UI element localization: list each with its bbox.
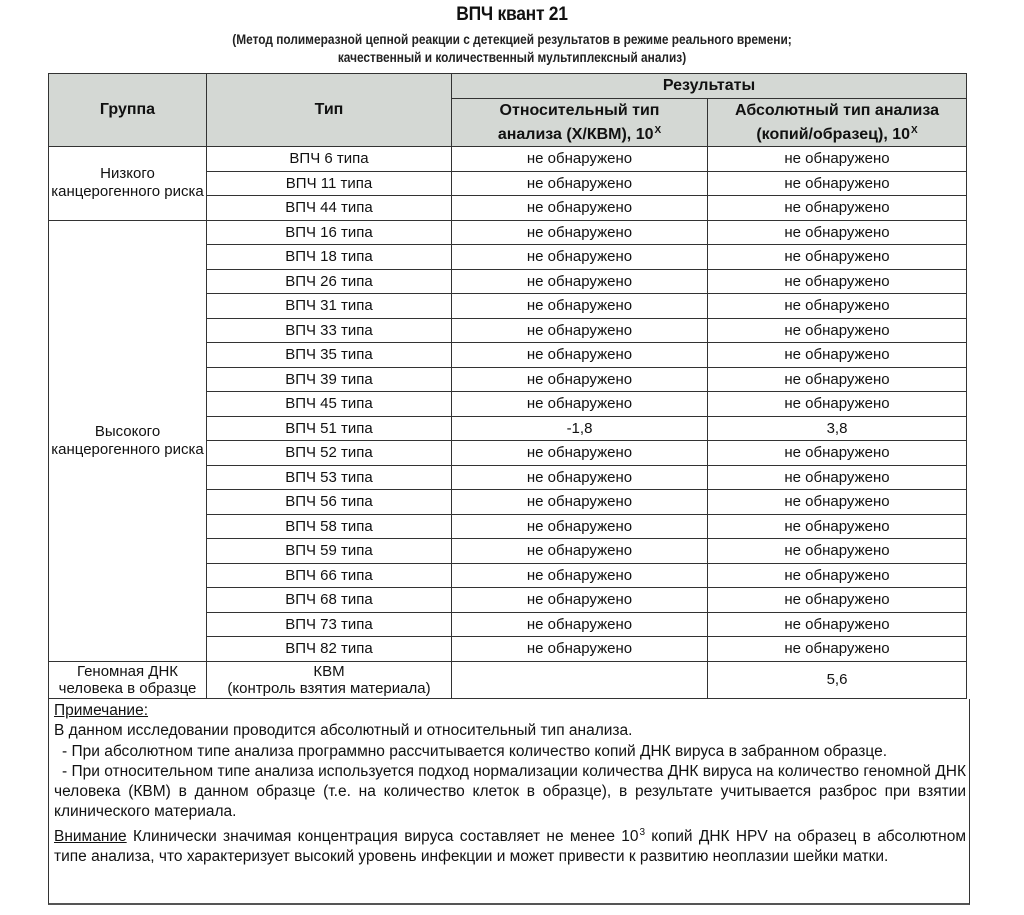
table-row xyxy=(49,147,967,172)
table-row-kvm xyxy=(49,661,967,698)
type-cell: ВПЧ 45 типа xyxy=(207,392,452,417)
absolute-result-cell: не обнаружено xyxy=(708,539,967,564)
note-paragraph-1: В данном исследовании проводится абсолютный и относительный тип анализа. xyxy=(54,722,633,740)
relative-result-cell: не обнаружено xyxy=(452,367,708,392)
results-table xyxy=(48,73,967,699)
absolute-result-cell: не обнаружено xyxy=(708,490,967,515)
relative-result-cell: не обнаружено xyxy=(452,220,708,245)
absolute-result-cell: не обнаружено xyxy=(708,612,967,637)
type-cell: ВПЧ 39 типа xyxy=(207,367,452,392)
header-absolute xyxy=(708,99,967,147)
subtitle-line-2: качественный и количественный мультиплексный анализ) xyxy=(337,50,687,65)
type-cell: ВПЧ 82 типа xyxy=(207,637,452,662)
type-cell: ВПЧ 33 типа xyxy=(207,318,452,343)
absolute-result-cell: не обнаружено xyxy=(708,367,967,392)
note-warning-post: копий ДНК HPV на образец в абсолютном типе анализа, что характеризует высокий уровень инфекции и может привести к развитию неоплазии шейки матки. xyxy=(54,827,966,866)
relative-result-cell: не обнаружено xyxy=(452,318,708,343)
absolute-result-cell: не обнаружено xyxy=(708,343,967,368)
kvm-relative-cell xyxy=(452,661,708,698)
absolute-result-cell: не обнаружено xyxy=(708,294,967,319)
relative-result-cell: не обнаружено xyxy=(452,490,708,515)
relative-result-cell: не обнаружено xyxy=(452,392,708,417)
note-warning-label: Внимание xyxy=(54,827,127,845)
header-results: Результаты xyxy=(452,74,967,99)
header-relative-line1: Относительный тип xyxy=(499,101,660,119)
document-subtitle xyxy=(61,31,962,67)
type-cell: ВПЧ 52 типа xyxy=(207,441,452,466)
absolute-result-cell: не обнаружено xyxy=(708,318,967,343)
absolute-result-cell: 3,8 xyxy=(708,416,967,441)
header-type: Тип xyxy=(207,74,452,147)
absolute-result-cell: не обнаружено xyxy=(708,392,967,417)
kvm-absolute-cell: 5,6 xyxy=(708,661,967,698)
absolute-result-cell: не обнаружено xyxy=(708,588,967,613)
type-cell: ВПЧ 73 типа xyxy=(207,612,452,637)
type-cell: ВПЧ 11 типа xyxy=(207,171,452,196)
absolute-result-cell: не обнаружено xyxy=(708,514,967,539)
relative-result-cell: не обнаружено xyxy=(452,465,708,490)
type-cell: ВПЧ 16 типа xyxy=(207,220,452,245)
type-cell: ВПЧ 51 типа xyxy=(207,416,452,441)
note-warning-sup: 3 xyxy=(639,826,646,838)
relative-result-cell: не обнаружено xyxy=(452,269,708,294)
relative-result-cell: не обнаружено xyxy=(452,637,708,662)
relative-result-cell: не обнаружено xyxy=(452,612,708,637)
table-row xyxy=(49,220,967,245)
header-group: Группа xyxy=(49,74,207,147)
absolute-result-cell: не обнаружено xyxy=(708,245,967,270)
relative-result-cell: не обнаружено xyxy=(452,441,708,466)
type-cell: ВПЧ 18 типа xyxy=(207,245,452,270)
kvm-type-cell xyxy=(207,661,452,698)
document-title: ВПЧ квант 21 xyxy=(456,4,568,25)
note-paragraph-3: - При относительном типе анализа используется подход нормализации количества ДНК вируса на количество геномной ДНК человека (КВМ) в данном образце (т.е. на количество клеток в образце), в результате учитывается разброс при взятии клинического материала. xyxy=(54,762,966,821)
kvm-type-line2: (контроль взятия материала) xyxy=(227,679,431,697)
relative-result-cell: не обнаружено xyxy=(452,588,708,613)
relative-result-cell: не обнаружено xyxy=(452,343,708,368)
subtitle-line-1: (Метод полимеразной цепной реакции с детекцией результатов в режиме реального времени; xyxy=(232,32,792,47)
header-absolute-line2: (копий/образец), 10 xyxy=(756,125,911,143)
note-paragraph-2: - При абсолютном типе анализа программно рассчитывается количество копий ДНК вируса в забранном образце. xyxy=(62,742,888,760)
absolute-result-cell: не обнаружено xyxy=(708,637,967,662)
type-cell: ВПЧ 56 типа xyxy=(207,490,452,515)
absolute-result-cell: не обнаружено xyxy=(708,220,967,245)
note-box xyxy=(48,699,970,905)
type-cell: ВПЧ 26 типа xyxy=(207,269,452,294)
header-relative xyxy=(452,99,708,147)
relative-result-cell: не обнаружено xyxy=(452,514,708,539)
type-cell: ВПЧ 35 типа xyxy=(207,343,452,368)
relative-result-cell: не обнаружено xyxy=(452,563,708,588)
absolute-result-cell: не обнаружено xyxy=(708,441,967,466)
note-heading: Примечание: xyxy=(54,702,149,719)
relative-result-cell: -1,8 xyxy=(452,416,708,441)
absolute-result-cell: не обнаружено xyxy=(708,269,967,294)
group-kvm: Геномная ДНК человека в образце xyxy=(49,661,207,698)
type-cell: ВПЧ 53 типа xyxy=(207,465,452,490)
type-cell: ВПЧ 31 типа xyxy=(207,294,452,319)
note-warning xyxy=(54,823,966,868)
header-relative-line2: анализа (X/КВМ), 10 xyxy=(497,125,654,143)
absolute-result-cell: не обнаружено xyxy=(708,147,967,172)
type-cell: ВПЧ 44 типа xyxy=(207,196,452,221)
type-cell: ВПЧ 6 типа xyxy=(207,147,452,172)
header-relative-sup: X xyxy=(654,124,662,136)
absolute-result-cell: не обнаружено xyxy=(708,563,967,588)
absolute-result-cell: не обнаружено xyxy=(708,465,967,490)
relative-result-cell: не обнаружено xyxy=(452,294,708,319)
type-cell: ВПЧ 58 типа xyxy=(207,514,452,539)
note-warning-pre: Клинически значимая концентрация вируса составляет не менее 10 xyxy=(126,827,639,845)
relative-result-cell: не обнаружено xyxy=(452,171,708,196)
type-cell: ВПЧ 68 типа xyxy=(207,588,452,613)
relative-result-cell: не обнаружено xyxy=(452,245,708,270)
header-absolute-sup: X xyxy=(911,124,918,136)
header-absolute-line1: Абсолютный тип анализа xyxy=(734,101,940,119)
absolute-result-cell: не обнаружено xyxy=(708,196,967,221)
relative-result-cell: не обнаружено xyxy=(452,147,708,172)
type-cell: ВПЧ 59 типа xyxy=(207,539,452,564)
group-high-risk: Высокого канцерогенного риска xyxy=(49,220,207,661)
group-low-risk: Низкого канцерогенного риска xyxy=(49,147,207,221)
relative-result-cell: не обнаружено xyxy=(452,539,708,564)
kvm-type-line1: КВМ xyxy=(313,662,345,680)
type-cell: ВПЧ 66 типа xyxy=(207,563,452,588)
absolute-result-cell: не обнаружено xyxy=(708,171,967,196)
relative-result-cell: не обнаружено xyxy=(452,196,708,221)
